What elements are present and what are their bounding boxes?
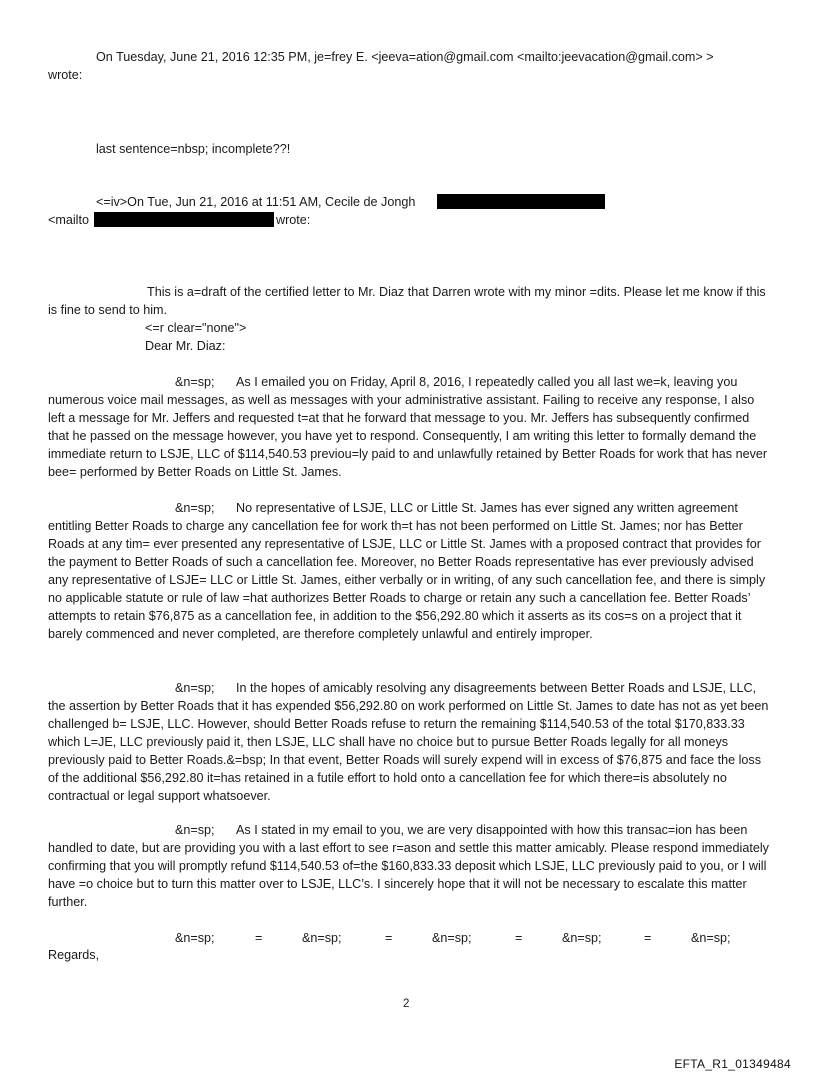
- letter-paragraph-2: No representative of LSJE, LLC or Little St. James has ever signed any written agreement entitling Better Roads to charge any cancellation fee for work th=t has not been performed on Little St. James; nor has Better Roads at any tim= ever presented any representative of LSJE, LLC or Little St. James with a proposed contract that provides for the payment to Better Roads of such a cancellation fee. Moreover, no Better Roads representative has ever previously advised any representative of LSJE= LLC or Little St. James, either verbally or in writing, of any such cancellation fee, and there is simply no applicable statute or rule of law =hat authorizes Better Roads to charge or retain any such a cancellation fee. Better Roads’ attempts to retain $76,875 as a cancellation fee, in addition to the $56,292.80 which it asserts as its cos=s on a project that it barely commenced and never completed, are therefore completely unlawful and entirely improper.: [48, 501, 766, 641]
- nbsp-token: &n=sp;: [691, 931, 731, 945]
- nbsp-lead: &n=sp;: [175, 681, 215, 695]
- email-header-line: On Tuesday, June 21, 2016 12:35 PM, je=frey E. <jeeva=ation@gmail.com <mailto:jeevacation@gmail.com> >: [96, 50, 714, 64]
- intro-paragraph: This is a=draft of the certified letter to Mr. Diaz that Darren wrote with my minor =dits. Please let me know if this is fine to send to him.: [48, 285, 766, 317]
- page-number: 2: [403, 998, 410, 1010]
- reply-note: last sentence=nbsp; incomplete??!: [96, 142, 291, 156]
- nbsp-token: &n=sp;: [302, 931, 342, 945]
- nbsp-spacer-row: [0, 929, 816, 947]
- equals-token: =: [255, 931, 263, 945]
- nbsp-lead: &n=sp;: [175, 501, 215, 515]
- nbsp-token: &n=sp;: [432, 931, 472, 945]
- letter-paragraph-1: As I emailed you on Friday, April 8, 2016, I repeatedly called you all last we=k, leaving you numerous voice mail messages, as well as messages with your administrative assistant. Failing to receive any response, I also left a message for Mr. Jeffers and requested t=at that he forward that message to you. Mr. Jeffers has subsequently confirmed that he passed on the message however, you have yet to respond. Consequently, I am writing this letter to formally demand the immediate return to LSJE, LLC of $114,540.53 previou=ly paid to and unlawfully retained by Better Roads for work that has never bee= performed by Better Roads on Little St. James.: [48, 375, 768, 479]
- quote-header-wrote: wrote:: [276, 213, 311, 227]
- redaction-bar: [437, 194, 605, 209]
- letter-paragraph-4: As I stated in my email to you, we are very disappointed with how this transac=ion has been handled to date, but are providing you with a last effort to see r=ason and settle this matter amicably. Please respond immediately confirming that you will promptly refund $114,540.53 of=the $160,833.33 deposit which LSJE, LLC previously paid to you, or I will have =o choice but to turn this matter over to LSJE, LLC’s. I sincerely hope that it will not be necessary to escalate this matter further.: [48, 823, 769, 909]
- nbsp-token: &n=sp;: [562, 931, 602, 945]
- html-break-tag: <=r clear="none">: [145, 321, 247, 335]
- nbsp-lead: &n=sp;: [175, 375, 215, 389]
- salutation: Dear Mr. Diaz:: [145, 339, 226, 353]
- equals-token: =: [644, 931, 652, 945]
- email-header-wrote: wrote:: [48, 68, 83, 82]
- document-id-footer: EFTA_R1_01349484: [674, 1057, 791, 1071]
- quote-mailto-prefix: <mailto: [48, 213, 89, 227]
- equals-token: =: [385, 931, 393, 945]
- nbsp-token: &n=sp;: [175, 931, 215, 945]
- redaction-bar: [94, 212, 274, 227]
- closing: Regards,: [48, 948, 100, 962]
- equals-token: =: [515, 931, 523, 945]
- nbsp-lead: &n=sp;: [175, 823, 215, 837]
- quote-header-line: <=iv>On Tue, Jun 21, 2016 at 11:51 AM, Cecile de Jongh: [96, 195, 416, 209]
- letter-paragraph-3: In the hopes of amicably resolving any disagreements between Better Roads and LSJE, LLC, the assertion by Better Roads that it has expended $56,292.80 on work performed on Little St. James to date has not as yet been challenged b= LSJE, LLC. However, should Better Roads refuse to return the remaining $114,540.53 of the total $170,833.33 which L=JE, LLC previously paid it, then LSJE, LLC shall have no choice but to pursue Better Roads legally for all moneys previously paid to Better Roads.&=bsp; In that event, Better Roads will surely expend will in excess of $76,875 and face the loss of the additional $56,292.80 it=has retained in a futile effort to hold onto a cancellation fee for which there=is absolutely no contractual or legal support whatsoever.: [48, 681, 769, 803]
